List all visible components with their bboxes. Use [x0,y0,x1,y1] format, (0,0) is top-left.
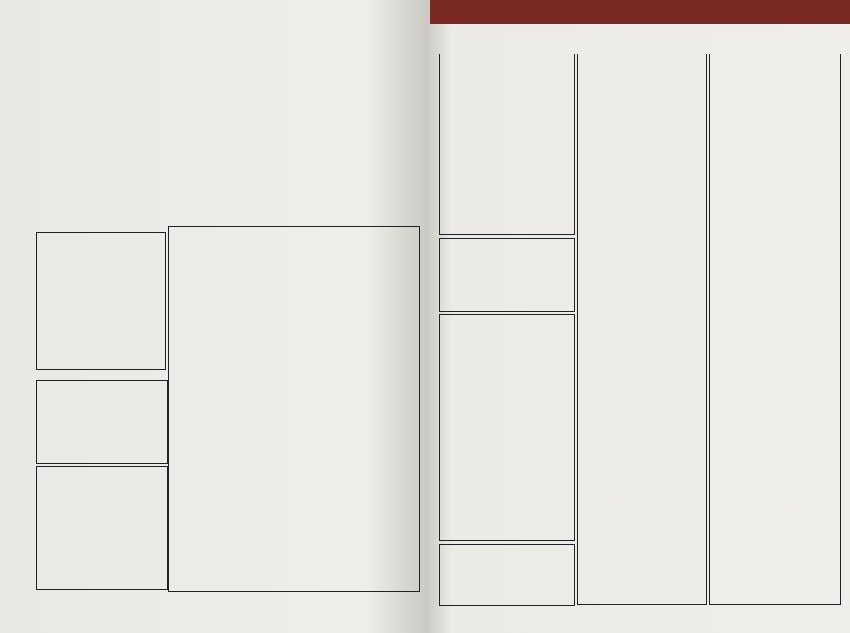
copper-continued-table [439,54,575,235]
right-page [425,24,850,633]
germanium-table [439,314,575,541]
zinc-table [709,54,841,605]
lead-table [439,544,575,606]
intro-box [36,232,166,370]
copper-table [168,226,420,592]
gallium-table [439,238,575,312]
cadmium-table [36,380,168,464]
cobalt-table [36,466,168,590]
lead-continued-table [577,54,707,605]
